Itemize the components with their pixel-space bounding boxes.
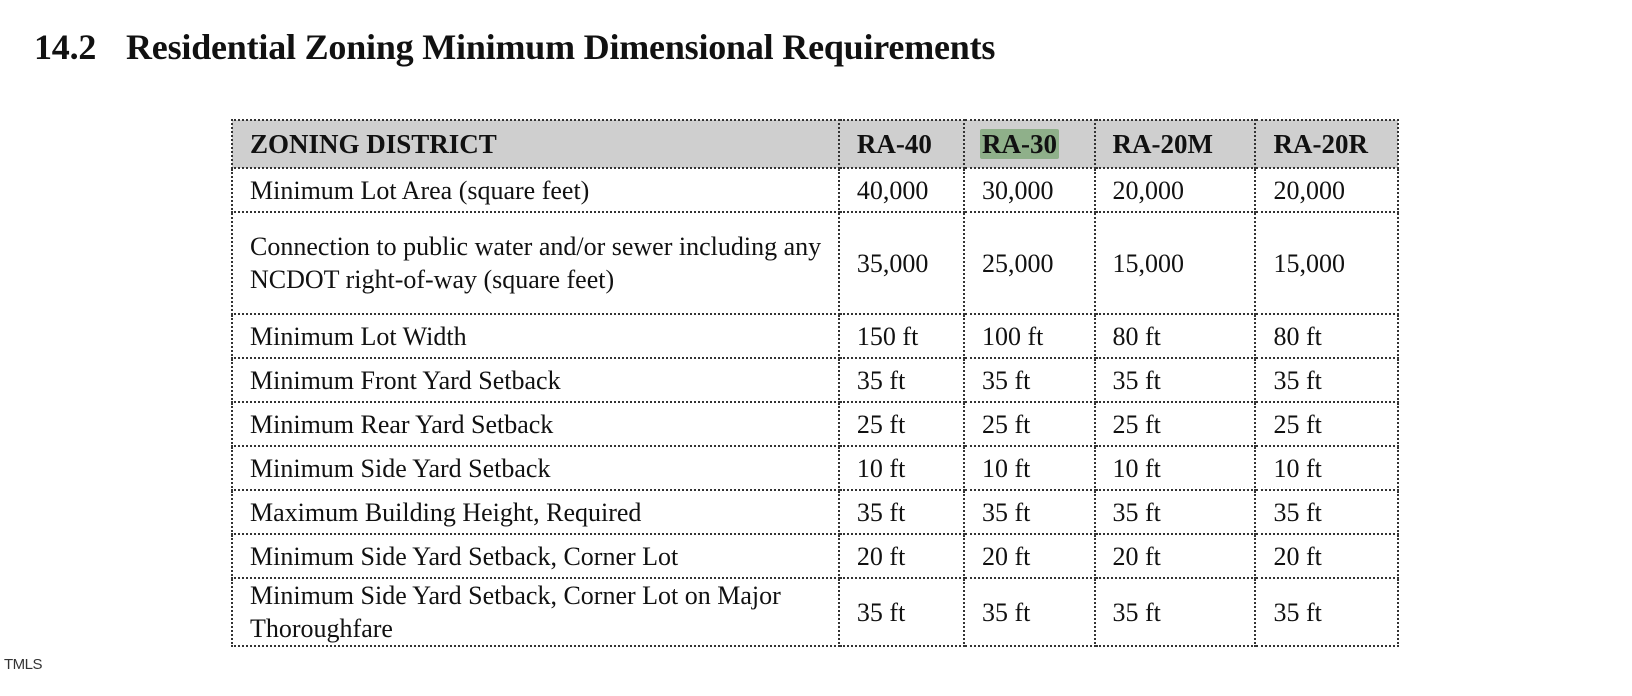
cell-ra-30: 10 ft [964,446,1095,490]
cell-ra-20m: 35 ft [1095,358,1256,402]
row-label: Maximum Building Height, Required [232,490,839,534]
cell-ra-20r: 15,000 [1255,212,1398,314]
row-label: Connection to public water and/or sewer including any NCDOT right-of-way (square feet) [232,212,839,314]
cell-ra-20r: 80 ft [1255,314,1398,358]
cell-ra-20r: 35 ft [1255,490,1398,534]
cell-ra-20r: 20,000 [1255,168,1398,212]
cell-ra-20m: 25 ft [1095,402,1256,446]
cell-ra-30: 20 ft [964,534,1095,578]
cell-ra-20r: 25 ft [1255,402,1398,446]
cell-ra-30: 35 ft [964,490,1095,534]
cell-ra-30: 25 ft [964,402,1095,446]
row-label: Minimum Lot Area (square feet) [232,168,839,212]
table-row [232,212,1398,314]
cell-ra-30: 35 ft [964,358,1095,402]
cell-ra-20r: 35 ft [1255,358,1398,402]
highlighted-header-ra-30: RA-30 [982,128,1057,159]
cell-ra-40: 35 ft [839,358,964,402]
cell-ra-20m: 80 ft [1095,314,1256,358]
cell-ra-40: 10 ft [839,446,964,490]
section-title: Residential Zoning Minimum Dimensional Requirements [126,27,996,67]
table-row [232,168,1398,212]
cell-ra-30: 30,000 [964,168,1095,212]
row-label: Minimum Side Yard Setback, Corner Lot [232,534,839,578]
section-number: 14.2 [34,27,97,67]
row-label: Minimum Lot Width [232,314,839,358]
section-heading [34,26,995,68]
zoning-requirements-table [231,119,1399,647]
cell-ra-30: 35 ft [964,578,1095,646]
cell-ra-40: 150 ft [839,314,964,358]
cell-ra-40: 40,000 [839,168,964,212]
cell-ra-20m: 10 ft [1095,446,1256,490]
cell-ra-40: 35 ft [839,490,964,534]
header-ra-40: RA-40 [839,120,964,168]
header-zoning-district: ZONING DISTRICT [232,120,839,168]
cell-ra-30: 100 ft [964,314,1095,358]
table-row [232,534,1398,578]
table-row [232,402,1398,446]
table-row [232,490,1398,534]
header-ra-20r: RA-20R [1255,120,1398,168]
cell-ra-40: 35 ft [839,578,964,646]
table-header-row [232,120,1398,168]
cell-ra-40: 25 ft [839,402,964,446]
cell-ra-20m: 20 ft [1095,534,1256,578]
cell-ra-20m: 35 ft [1095,578,1256,646]
header-ra-30 [964,120,1095,168]
row-label: Minimum Rear Yard Setback [232,402,839,446]
header-ra-20m: RA-20M [1095,120,1256,168]
cell-ra-20r: 10 ft [1255,446,1398,490]
cell-ra-20m: 20,000 [1095,168,1256,212]
table-row [232,578,1398,646]
footer-watermark: TMLS [4,656,43,673]
table-row [232,358,1398,402]
cell-ra-20m: 35 ft [1095,490,1256,534]
cell-ra-20r: 35 ft [1255,578,1398,646]
row-label: Minimum Side Yard Setback [232,446,839,490]
row-label: Minimum Side Yard Setback, Corner Lot on Major Thoroughfare [232,578,839,646]
row-label: Minimum Front Yard Setback [232,358,839,402]
cell-ra-20r: 20 ft [1255,534,1398,578]
cell-ra-20m: 15,000 [1095,212,1256,314]
table-row [232,314,1398,358]
table-row [232,446,1398,490]
cell-ra-30: 25,000 [964,212,1095,314]
cell-ra-40: 20 ft [839,534,964,578]
cell-ra-40: 35,000 [839,212,964,314]
